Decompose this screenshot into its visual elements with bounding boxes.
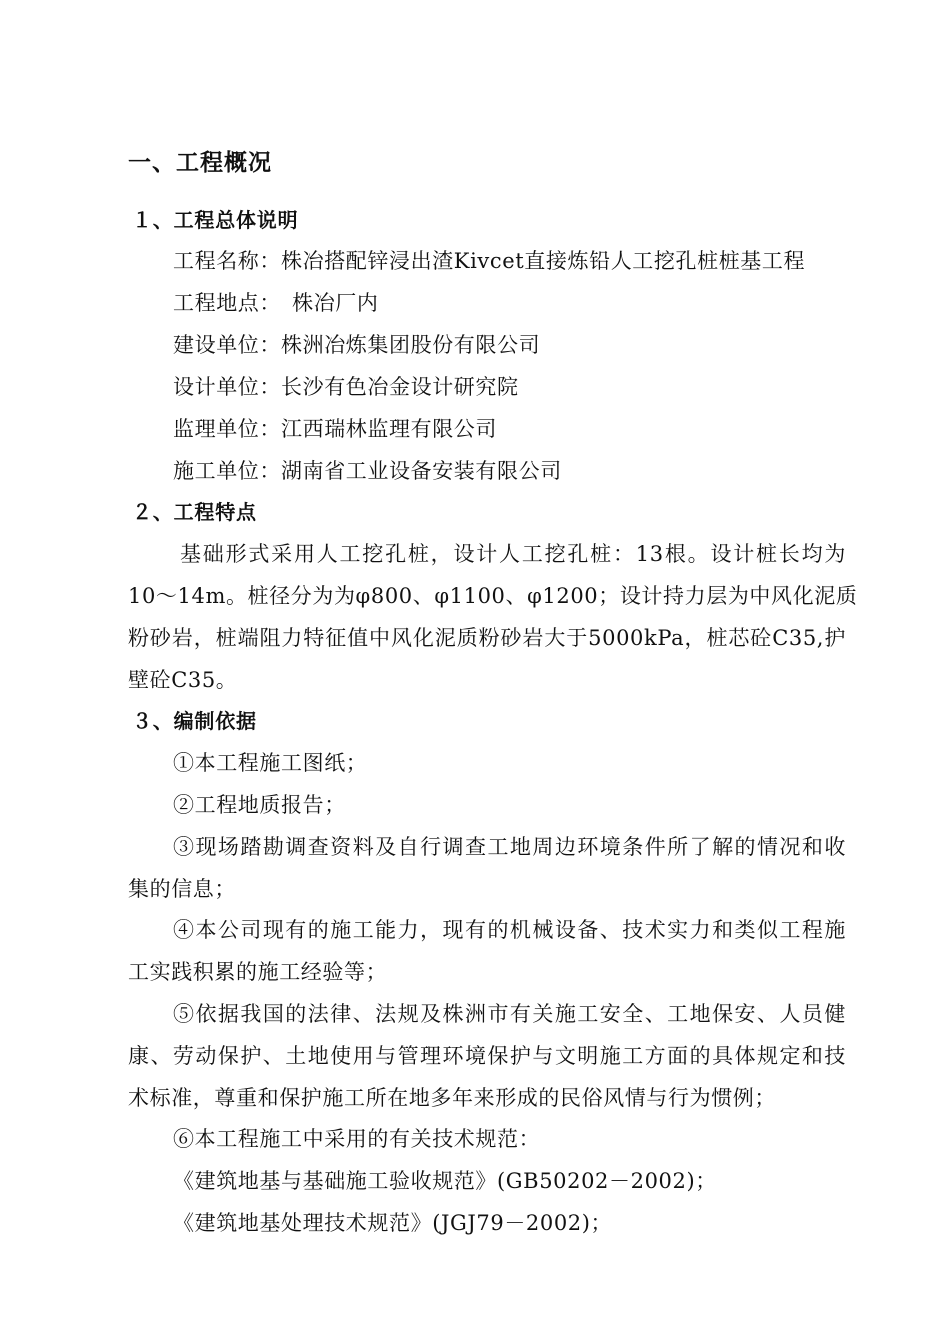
basis-item-1: ①本工程施工图纸； <box>173 751 368 775</box>
basis-item-5-line-1: ⑤依据我国的法律、法规及株洲市有关施工安全、工地保安、人员健 <box>173 1002 846 1026</box>
standard-gb50202: 《建筑地基与基础施工验收规范》(GB50202－2002)； <box>173 1169 717 1193</box>
basis-item-5-line-3: 术标准，尊重和保护施工所在地多年来形成的民俗风情与行为惯例； <box>128 1086 776 1110</box>
supervision-unit-line: 监理单位：江西瑞林监理有限公司 <box>173 417 497 441</box>
basis-item-4-line-1: ④本公司现有的施工能力，现有的机械设备、技术实力和类似工程施 <box>173 918 846 942</box>
basis-item-6: ⑥本工程施工中采用的有关技术规范： <box>173 1127 541 1151</box>
section-2-title: ２、工程特点 <box>132 500 257 524</box>
basis-item-3-line-1: ③现场踏勘调查资料及自行调查工地周边环境条件所了解的情况和收 <box>173 835 846 859</box>
features-line-1: 基础形式采用人工挖孔桩，设计人工挖孔桩：13根。设计桩长均为 <box>180 542 846 566</box>
owner-unit-line: 建设单位：株洲冶炼集团股份有限公司 <box>173 333 541 357</box>
basis-item-4-line-2: 工实践积累的施工经验等； <box>128 960 388 984</box>
section-3-title: ３、编制依据 <box>132 709 257 733</box>
chapter-heading: 一、工程概况 <box>128 150 272 176</box>
basis-item-5-line-2: 康、劳动保护、土地使用与管理环境保护与文明施工方面的具体规定和技 <box>128 1044 846 1068</box>
construction-unit-line: 施工单位：湖南省工业设备安装有限公司 <box>173 459 562 483</box>
project-name-line: 工程名称：株冶搭配锌浸出渣Kivcet直接炼铅人工挖孔桩桩基工程 <box>173 249 806 273</box>
features-line-3: 粉砂岩，桩端阻力特征值中风化泥质粉砂岩大于5000kPa，桩芯砼C35,护 <box>128 626 846 650</box>
standard-jgj79: 《建筑地基处理技术规范》(JGJ79－2002)； <box>173 1211 613 1235</box>
features-line-2: 10～14m。桩径分为为φ800、φ1100、φ1200；设计持力层为中风化泥质 <box>128 584 858 608</box>
project-location-line: 工程地点： 株冶厂内 <box>173 291 379 315</box>
features-line-4: 壁砼C35。 <box>128 668 238 692</box>
design-unit-line: 设计单位：长沙有色冶金设计研究院 <box>173 375 519 399</box>
basis-item-3-line-2: 集的信息； <box>128 877 236 901</box>
section-1-title: １、工程总体说明 <box>132 208 299 232</box>
basis-item-2: ②工程地质报告； <box>173 793 346 817</box>
